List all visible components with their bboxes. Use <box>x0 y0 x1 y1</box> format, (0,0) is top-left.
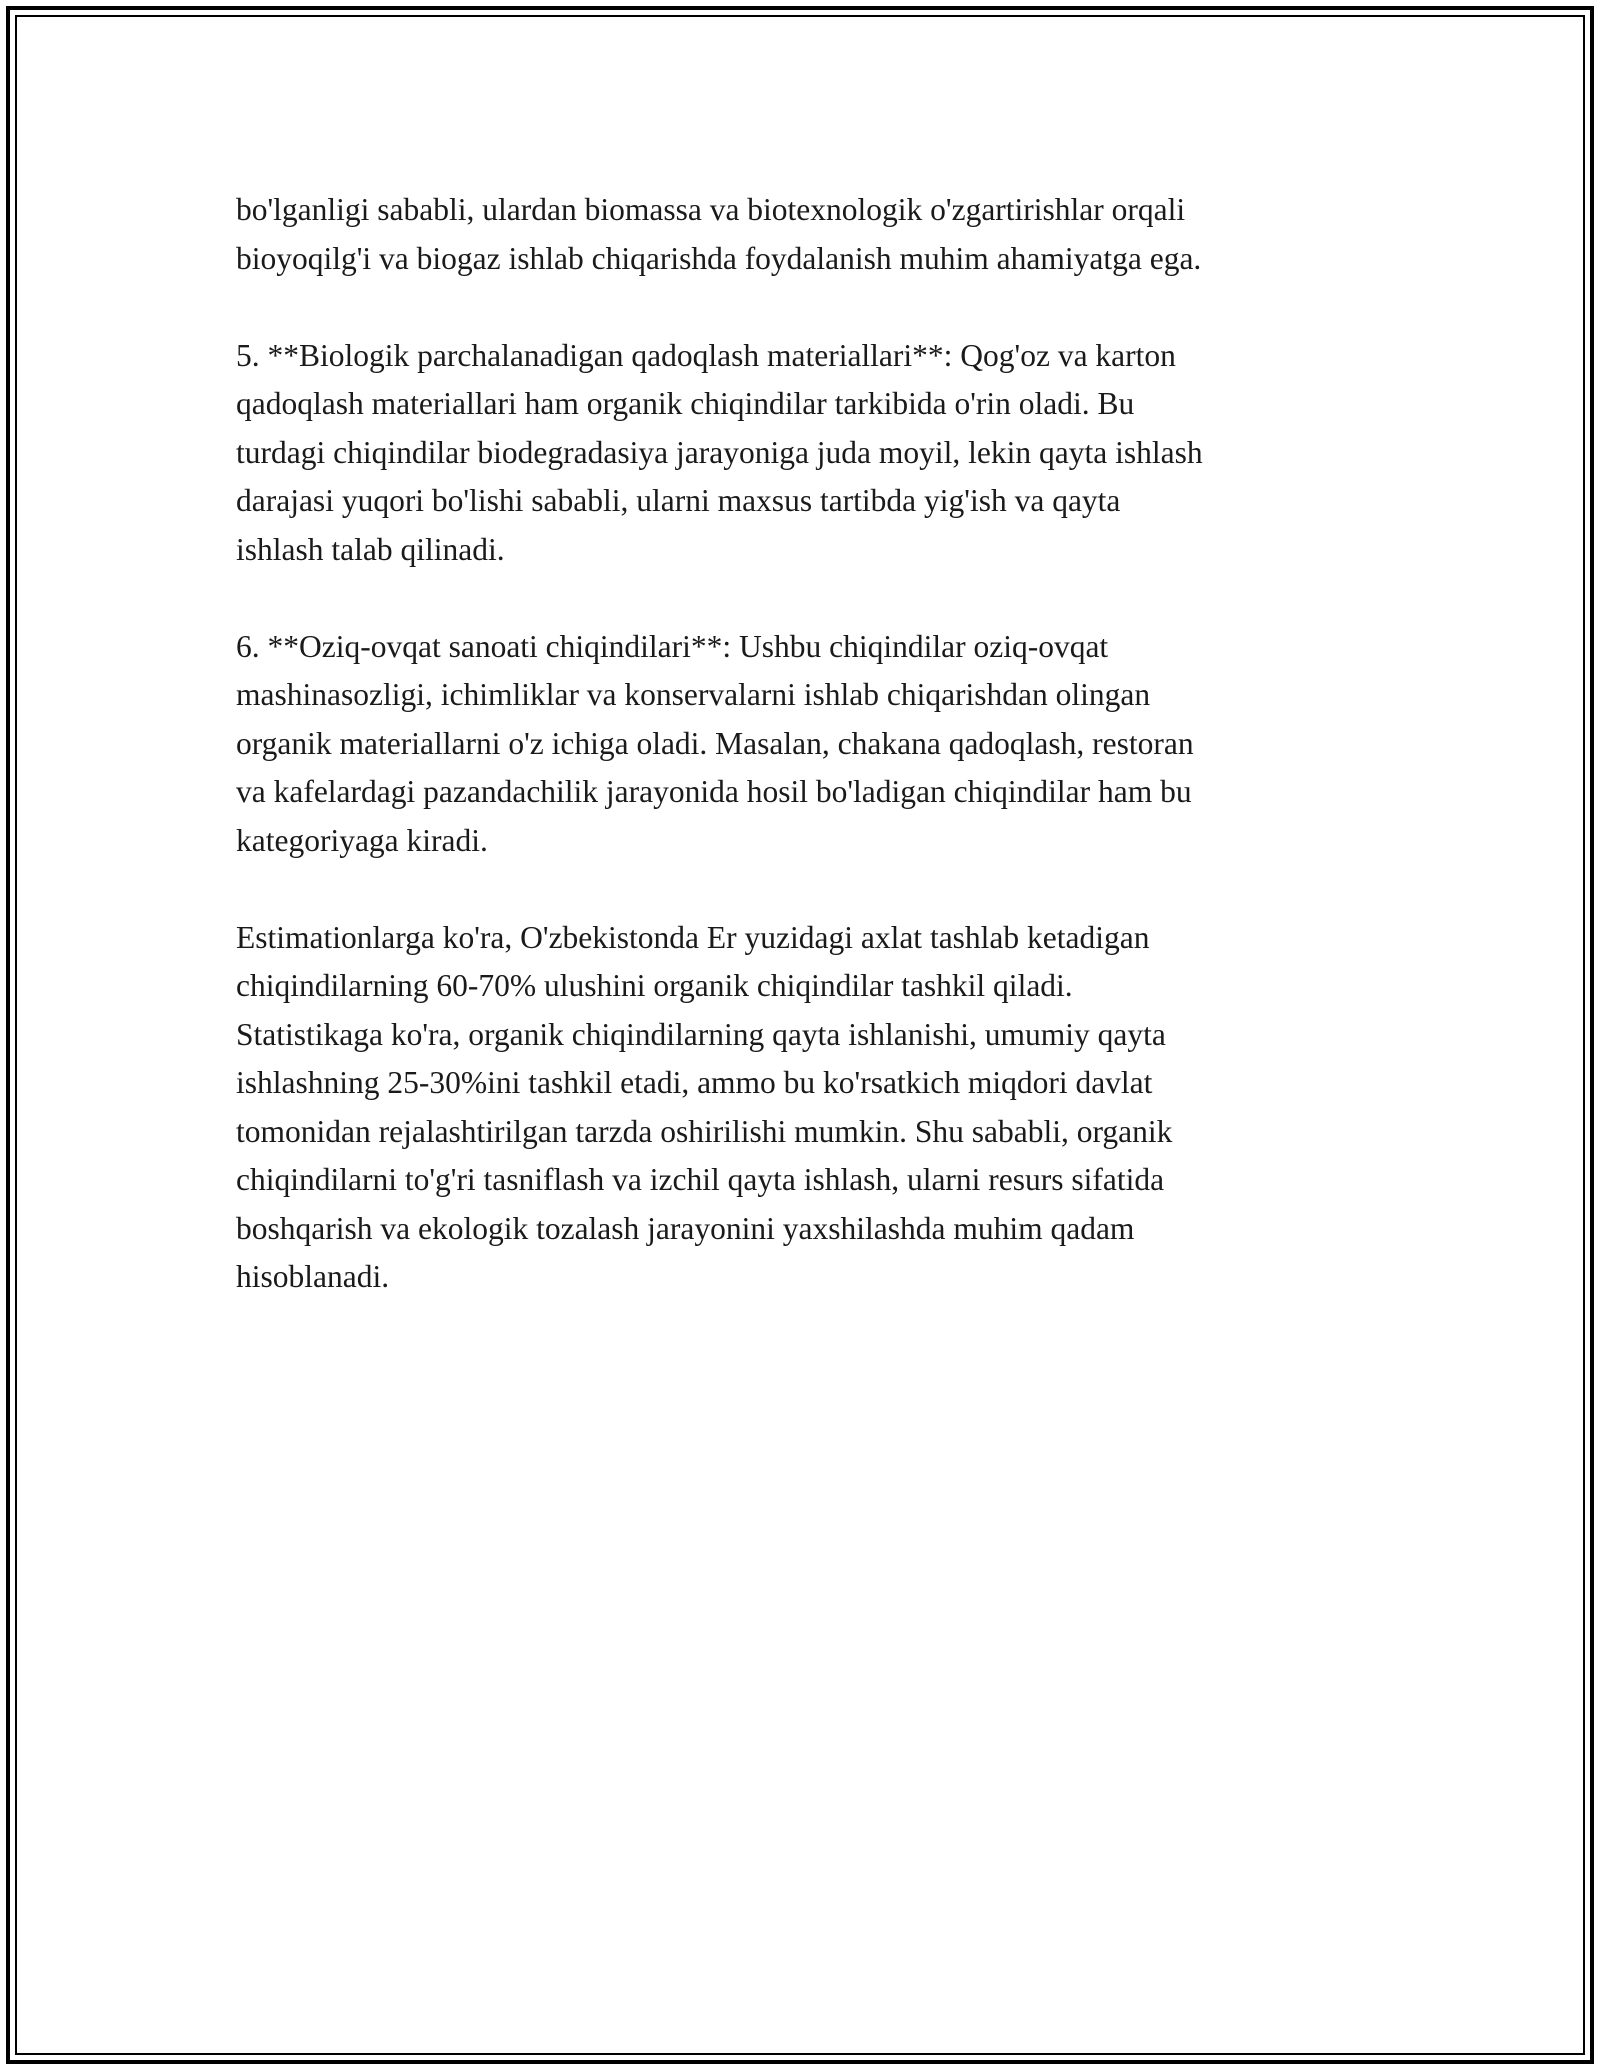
paragraph-item-6: 6. **Oziq-ovqat sanoati chiqindilari**: Ushbu chiqindilar oziq-ovqat mashinasozligi, ichimliklar va konservalarni ishlab chiqarishdan olingan organik materiallarni o'z ichiga oladi. Masalan, chakana qadoqlash, restoran va kafelardagi pazandachilik jarayonida hosil bo'ladigan chiqindilar ham bu kategoriyaga kiradi. <box>236 628 1194 858</box>
document-body <box>236 186 1376 1350</box>
paragraph-item-5: 5. **Biologik parchalanadigan qadoqlash materiallari**: Qog'oz va karton qadoqlash materiallari ham organik chiqindilar tarkibida o'rin oladi. Bu turdagi chiqindilar biodegradasiya jarayoniga juda moyil, lekin qayta ishlash darajasi yuqori bo'lishi sababli, ularni maxsus tartibda yig'ish va qayta ishlash talab qilinadi. <box>236 337 1203 567</box>
paragraph-continuation: bo'lganligi sababli, ulardan biomassa va biotexnologik o'zgartirishlar orqali bioyoqilg'i va biogaz ishlab chiqarishda foydalanish muhim ahamiyatga ega. <box>236 192 1202 276</box>
paragraph-summary: Estimationlarga ko'ra, O'zbekistonda Er yuzidagi axlat tashlab ketadigan chiqindilarning 60-70% ulushini organik chiqindilar tashkil qiladi. Statistikaga ko'ra, organik chiqindilarning qayta ishlanishi, umumiy qayta ishlashning 25-30%ini tashkil etadi, ammo bu ko'rsatkich miqdori davlat tomonidan rejalashtirilgan tarzda oshirilishi mumkin. Shu sababli, organik chiqindilarni to'g'ri tasniflash va izchil qayta ishlash, ularni resurs sifatida boshqarish va ekologik tozalash jarayonini yaxshilashda muhim qadam hisoblanadi. <box>236 919 1173 1294</box>
